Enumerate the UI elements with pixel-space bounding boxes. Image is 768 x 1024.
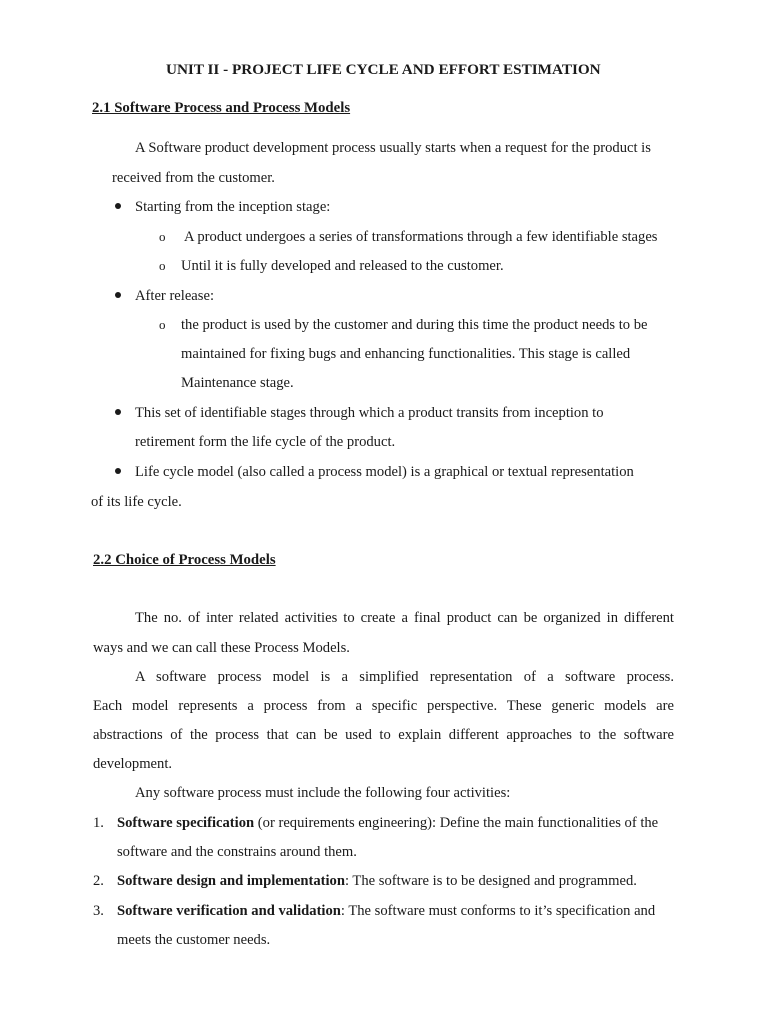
sub-bullet-marker: o [159,229,166,244]
list-number: 1. [93,815,104,831]
activity-design [117,872,637,890]
life-cycle-line-2: retirement form the life cycle of the product. [135,434,396,450]
model-paragraph-line-2: Each model represents a process from a specific perspective. These generic models are [93,698,674,714]
sub-bullet-transformations: A product undergoes a series of transformations through a few identifiable stages [184,229,658,245]
list-number: 3. [93,903,104,919]
choice-paragraph-line-1: The no. of inter related activities to create a final product can be organized in different [135,610,674,626]
activity-specification-line-2: software and the constrains around them. [117,844,357,860]
model-paragraph-line-3: abstractions of the process that can be used to explain different approaches to the software [93,727,674,743]
sub-bullet-marker: o [159,258,166,273]
intro-line-2: received from the customer. [112,170,275,186]
sub-bullet-released: Until it is fully developed and released to the customer. [181,258,504,274]
activity-description: : The software must conforms to it’s specification and [340,903,656,919]
section-heading-2-2: 2.2 Choice of Process Models [93,552,276,568]
sub-bullet-marker: o [159,317,166,332]
bullet-dot [115,203,121,209]
bullet-inception: Starting from the inception stage: [135,199,331,215]
life-cycle-line-1: This set of identifiable stages through which a product transits from inception to [135,405,604,421]
bullet-dot [115,409,121,415]
activity-description: (or requirements engineering): Define the main functionalities of the [254,815,659,831]
maintenance-line-1: the product is used by the customer and during this time the product needs to be [181,317,648,333]
bullet-after-release: After release: [135,288,214,304]
activity-description: : The software is to be designed and programmed. [344,873,637,889]
activities-intro: Any software process must include the following four activities: [135,785,511,801]
model-paragraph-line-4: development. [93,756,173,772]
activity-term: Software design and implementation [117,873,345,889]
activity-verification-line-2: meets the customer needs. [117,932,271,948]
activity-verification [117,902,655,920]
bullet-dot [115,468,121,474]
activity-term: Software verification and validation [117,903,341,919]
activity-specification [117,814,658,832]
process-model-line-2: of its life cycle. [91,494,182,510]
process-model-line-1: Life cycle model (also called a process model) is a graphical or textual representation [135,464,634,480]
bullet-dot [115,292,121,298]
section-heading-2-1: 2.1 Software Process and Process Models [92,100,351,116]
choice-paragraph-line-2: ways and we can call these Process Models. [93,640,350,656]
model-paragraph-line-1: A software process model is a simplified representation of a software process. [135,669,674,685]
list-number: 2. [93,873,104,889]
maintenance-line-3: Maintenance stage. [181,375,294,391]
activity-term: Software specification [117,815,255,831]
intro-line-1: A Software product development process usually starts when a request for the product is [135,140,651,156]
document-title: UNIT II - PROJECT LIFE CYCLE AND EFFORT ESTIMATION [166,61,601,78]
maintenance-line-2: maintained for fixing bugs and enhancing functionalities. This stage is called [181,346,631,362]
